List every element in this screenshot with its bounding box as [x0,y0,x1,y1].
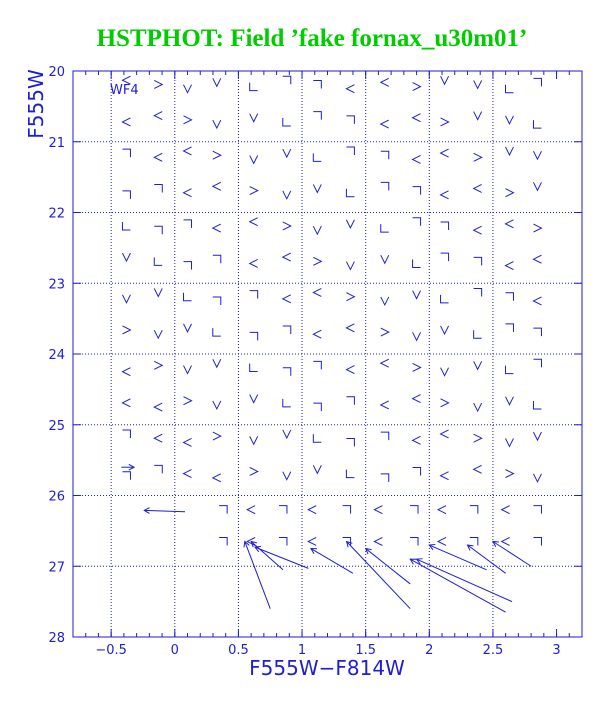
data-vector [313,226,321,234]
data-vector [505,397,513,405]
data-vector [213,78,221,86]
data-vector [505,220,513,228]
data-vector [213,474,221,482]
data-vector [505,189,513,197]
data-vector [533,506,541,514]
y-tick-label: 23 [48,277,65,293]
data-vector [122,222,130,230]
data-vector [184,189,192,197]
data-vector [381,255,389,263]
data-vector [154,434,162,442]
y-tick-label: 22 [48,206,65,222]
data-vector [413,155,421,163]
data-vector [154,153,162,161]
data-vector [505,85,513,93]
data-vector [184,116,192,124]
data-vector [474,80,482,88]
data-vector [505,470,513,478]
data-vector [184,324,192,332]
data-vector [313,403,321,411]
data-vector [410,537,418,545]
data-vector [533,78,541,86]
y-tick-label: 21 [48,135,65,151]
data-vector [313,257,321,265]
y-tick-label: 26 [48,489,65,505]
data-vector [474,465,482,473]
data-vector [410,506,418,514]
data-vector [441,295,449,303]
data-vector [308,506,316,514]
x-tick-label: 0.5 [228,643,249,658]
data-vector [122,191,130,199]
data-vector [283,191,291,199]
data-vector [154,403,162,411]
data-vector [346,438,354,446]
data-vector [474,361,482,369]
data-vector [533,297,541,305]
data-vector [313,465,321,473]
data-vector [184,220,192,228]
grid-lines [73,71,582,637]
data-vector [154,257,162,265]
data-vector [381,182,389,190]
data-vector [470,537,478,545]
data-vector [154,226,162,234]
data-vectors [121,76,541,612]
data-vector [250,218,258,226]
data-vector [381,401,389,409]
data-vector [505,324,513,332]
data-vector [441,253,449,261]
data-vector [283,118,291,126]
data-vector [533,224,541,232]
y-axis-label: F555W [24,69,48,139]
data-vector [413,114,421,122]
data-vector [413,83,421,91]
chart-title: HSTPHOT: Field ’fake fornax_u30m01’ [96,25,528,52]
data-vector [184,293,192,301]
data-vector [413,218,421,226]
data-vector [279,537,287,545]
data-vector [247,506,255,514]
data-vector [154,112,162,120]
data-vector [381,120,389,128]
data-vector [213,182,221,190]
data-vector [283,295,291,303]
data-vector [343,506,351,514]
data-vector [413,332,421,340]
data-vector [533,328,541,336]
long-vector [255,546,308,568]
data-vector [505,366,513,374]
data-vector [122,149,130,157]
data-vector [474,226,482,234]
y-tick-label: 20 [48,65,65,80]
data-vector [533,255,541,263]
data-vector [283,253,291,261]
data-vector [213,432,221,440]
data-vector [413,291,421,299]
y-tick-label: 25 [48,418,65,434]
data-vector [381,474,389,482]
x-tick-label: 3 [552,643,561,658]
data-vector [250,187,258,195]
x-tick-label: 0 [170,643,179,658]
data-vector [346,397,354,405]
data-vector [441,368,449,376]
y-tick-label: 28 [48,631,65,646]
data-vector [250,332,258,340]
data-vector [413,187,421,195]
data-vector [505,438,513,446]
data-vector [122,399,130,407]
data-vector [184,366,192,374]
data-vector [122,472,130,480]
data-vector [505,293,513,301]
data-vector [381,78,389,86]
data-vector [533,401,541,409]
data-vector [219,537,227,545]
data-vector [474,112,482,120]
data-vector [313,80,321,88]
data-vector [474,288,482,296]
data-vector [122,368,130,376]
data-vector [283,430,291,438]
data-vector [154,465,162,473]
data-vector [381,328,389,336]
data-vector [313,112,321,120]
data-vector [250,155,258,163]
data-vector [122,253,130,261]
data-vector [184,438,192,446]
x-tick-label: 2 [425,643,434,658]
data-vector [413,395,421,403]
data-vector [283,399,291,407]
data-vector [413,363,421,371]
data-vector [250,436,258,444]
data-vector [250,467,258,475]
data-vector [381,432,389,440]
data-vector [122,326,130,334]
data-vector [154,330,162,338]
data-vector [346,116,354,124]
data-vector [441,76,449,84]
data-vector [250,395,258,403]
data-vector [438,537,446,545]
data-vector [413,436,421,444]
long-vector [467,545,505,573]
data-vector [413,467,421,475]
x-tick-label: 1 [297,643,307,658]
data-vector [505,116,513,124]
x-tick-label: −0.5 [95,643,127,658]
data-vector [474,330,482,338]
data-vector [213,120,221,128]
data-vector [374,537,382,545]
data-vector [441,118,449,126]
data-vector [441,191,449,199]
data-vector [283,326,291,334]
data-vector [154,288,162,296]
data-vector [213,328,221,336]
data-vector [438,506,446,514]
x-axis-label: F555W−F814W [249,656,405,680]
data-vector [533,474,541,482]
data-vector [283,149,291,157]
data-vector [346,85,354,93]
data-vector [184,85,192,93]
data-vector [283,76,291,84]
data-vector [283,472,291,480]
long-vector [251,541,283,569]
data-vector [184,262,192,270]
data-vector [502,537,510,545]
data-vector [346,262,354,270]
data-vector [219,506,227,514]
data-vector [474,257,482,265]
data-vector [441,222,449,230]
data-vector [533,432,541,440]
long-vector [347,541,411,608]
data-vector [279,506,287,514]
data-vector [374,506,382,514]
data-vector [441,399,449,407]
data-vector [381,224,389,232]
data-vector [441,430,449,438]
y-tick-label: 24 [48,348,65,363]
data-vector [346,366,354,374]
data-vector [213,255,221,263]
data-vector [313,288,321,296]
data-vector [381,151,389,159]
long-vector [410,559,505,612]
data-vector [413,259,421,267]
data-vector [346,293,354,301]
y-tick-label: 27 [48,560,65,576]
data-vector [533,537,541,545]
data-vector [154,361,162,369]
data-vector [250,83,258,91]
data-vector [533,359,541,367]
data-vector [533,120,541,128]
data-vector [470,506,478,514]
data-vector [346,220,354,228]
data-vector [313,184,321,192]
data-vector [154,80,162,88]
data-vector [346,189,354,197]
data-vector [283,222,291,230]
x-tick-label: 2.5 [482,643,504,658]
data-vector [313,330,321,338]
data-vector [505,147,513,155]
long-vector [493,541,531,566]
data-vector [505,262,513,270]
data-vector [122,118,130,126]
data-vector [313,361,321,369]
data-vector [346,324,354,332]
data-vector [441,326,449,334]
data-vector [213,401,221,409]
data-vector [474,403,482,411]
data-vector [250,259,258,267]
data-vector [381,359,389,367]
data-vector [213,297,221,305]
data-vector [381,297,389,305]
data-vector [474,153,482,161]
data-vector [213,359,221,367]
data-vector [533,182,541,190]
data-vector [502,506,510,514]
data-vector [213,224,221,232]
data-vector [184,147,192,155]
data-vector [122,295,130,303]
data-vector [346,147,354,155]
data-vector [184,470,192,478]
data-vector [122,430,130,438]
data-vector [533,151,541,159]
data-vector [250,363,258,371]
long-vector [121,464,134,470]
data-vector [184,397,192,405]
data-vector [154,184,162,192]
data-vector [313,434,321,442]
data-vector [441,149,449,157]
data-vector [250,291,258,299]
data-vector [250,114,258,122]
long-vector [144,508,185,514]
data-vector [474,184,482,192]
data-vector [346,470,354,478]
data-vector [213,151,221,159]
x-tick-label: 1.5 [355,643,377,658]
data-vector [441,472,449,480]
data-vector [313,153,321,161]
data-vector [308,537,316,545]
panel-label: WF4 [110,83,139,98]
long-vector [311,549,353,574]
long-vector [417,559,512,602]
data-vector [474,434,482,442]
data-vector [283,368,291,376]
